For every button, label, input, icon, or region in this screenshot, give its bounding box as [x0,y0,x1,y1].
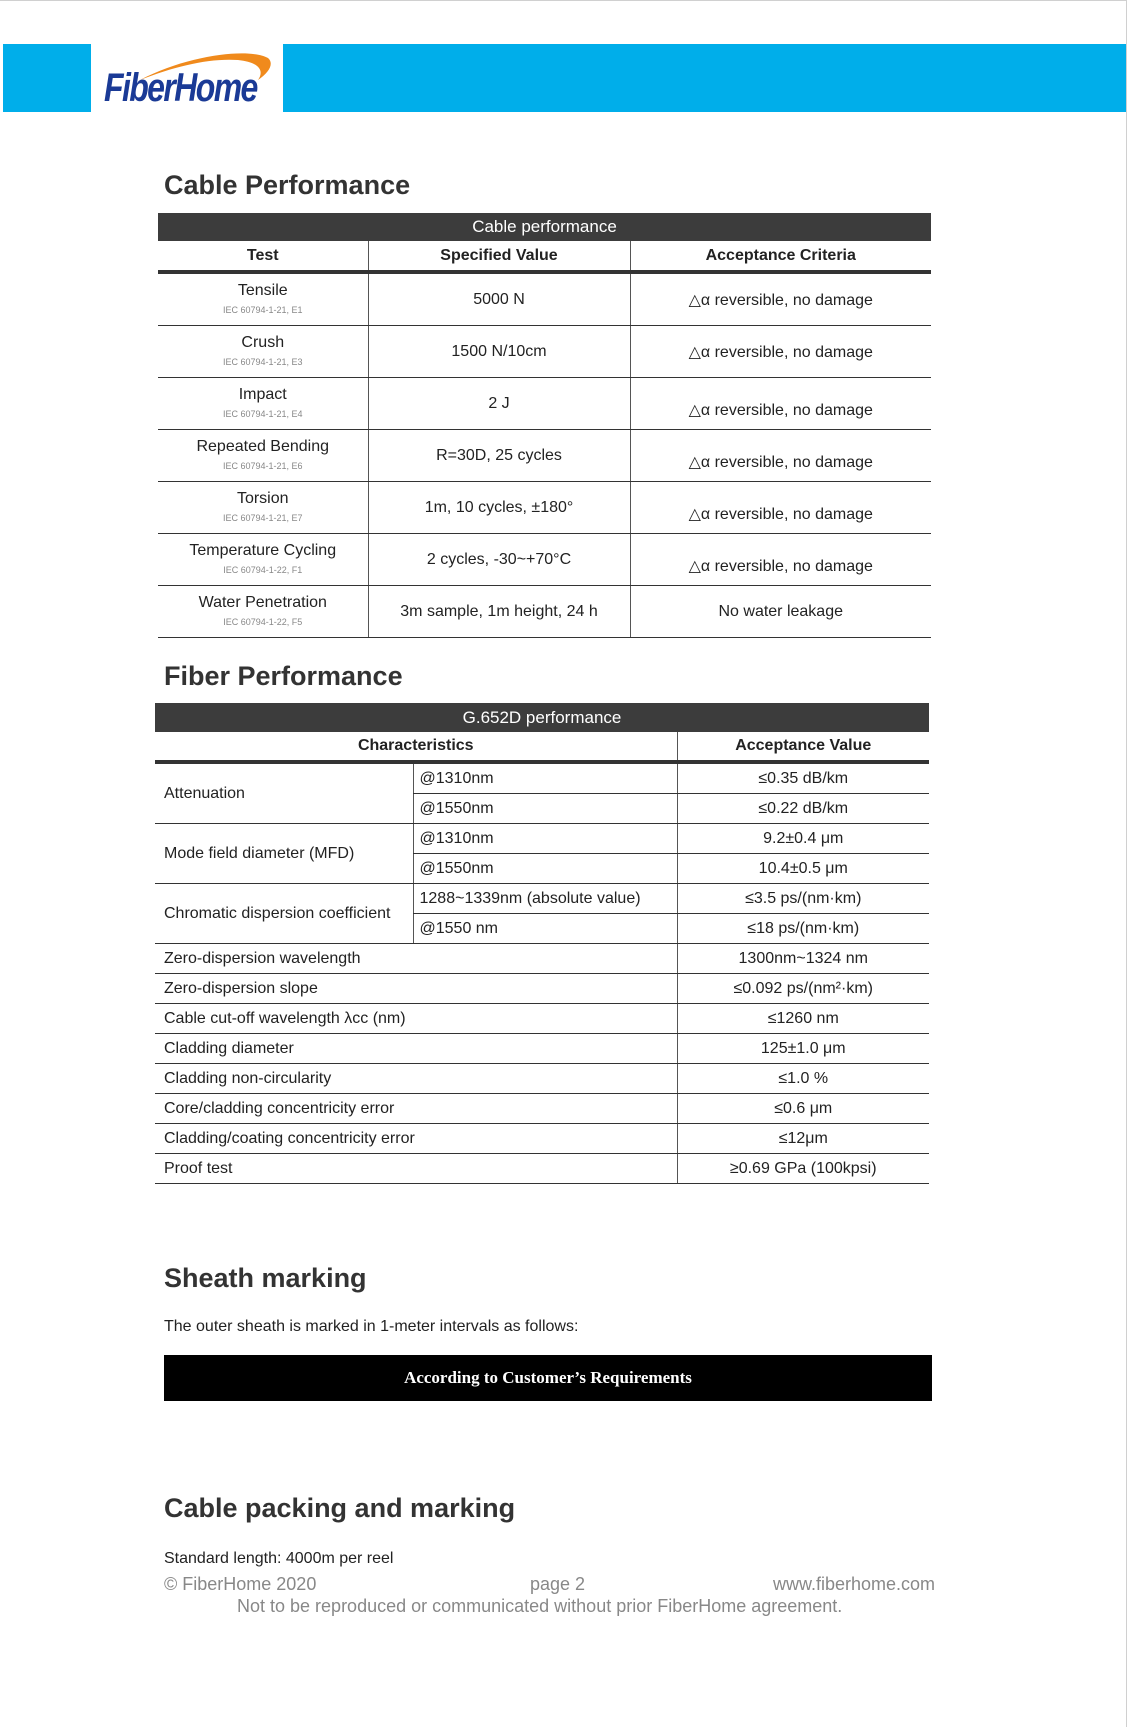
acceptance-value: ≤0.22 dB/km [677,794,929,824]
header-banner-right [283,44,1126,112]
acceptance-value: 1300nm~1324 nm [677,944,929,974]
footer-notice: Not to be reproduced or communicated without prior FiberHome agreement. [237,1596,843,1616]
column-header: Acceptance Value [677,732,929,762]
condition-cell: @1310nm [413,762,677,794]
specified-value: 5000 N [368,272,630,326]
footer-page-number: page 2 [530,1574,586,1594]
footer-copyright: © FiberHome 2020 [164,1574,317,1594]
table-row [158,482,931,534]
acceptance-value: ≤3.5 ps/(nm·km) [677,884,929,914]
table-caption: G.652D performance [155,703,929,732]
test-name: Repeated Bending [196,438,330,455]
test-name: Tensile [237,282,288,299]
acceptance-criteria: △α reversible, no damage [630,534,931,586]
test-name: Water Penetration [198,594,327,611]
condition-cell: 1288~1339nm (absolute value) [413,884,677,914]
acceptance-value: ≤0.6 μm [677,1094,929,1124]
characteristic-label: Chromatic dispersion coefficient [155,884,413,944]
condition-cell: @1550nm [413,854,677,884]
characteristic-label: Zero-dispersion wavelength [155,944,677,974]
condition-cell: @1310nm [413,824,677,854]
test-cell [158,430,368,482]
fiber-performance-table [155,703,929,1184]
test-standard: IEC 60794-1-22, F5 [223,617,303,627]
test-standard: IEC 60794-1-21, E7 [222,513,303,523]
characteristic-label: Mode field diameter (MFD) [155,824,413,884]
header-banner-left [3,44,91,112]
table-row [158,430,931,482]
test-name: Crush [241,334,285,351]
test-cell [158,326,368,378]
table-caption: Cable performance [158,213,931,241]
acceptance-criteria: △α reversible, no damage [630,378,931,430]
column-header: Characteristics [155,732,677,762]
top-border [0,0,1127,1]
test-standard: IEC 60794-1-21, E6 [222,461,303,471]
acceptance-value: ≤0.35 dB/km [677,762,929,794]
acceptance-value: 10.4±0.5 μm [677,854,929,884]
section-title-cable-performance: Cable Performance [164,170,411,200]
condition-cell: @1550 nm [413,914,677,944]
characteristic-label: Core/cladding concentricity error [155,1094,677,1124]
test-cell [158,534,368,586]
test-standard: IEC 60794-1-21, E4 [222,409,303,419]
table-row [155,1154,929,1184]
table-row [155,974,929,1004]
section-title-fiber-performance: Fiber Performance [164,661,403,691]
table-row [155,762,929,794]
section-title-sheath-marking: Sheath marking [164,1263,367,1293]
section-title-packing: Cable packing and marking [164,1493,516,1523]
test-standard: IEC 60794-1-21, E3 [222,357,303,367]
test-cell [158,482,368,534]
characteristic-label: Attenuation [155,762,413,824]
specified-value: 1500 N/10cm [368,326,630,378]
table-row [155,884,929,914]
acceptance-criteria: △α reversible, no damage [630,326,931,378]
specified-value: 2 cycles, -30~+70°C [368,534,630,586]
acceptance-value: ≤18 ps/(nm·km) [677,914,929,944]
table-row [158,326,931,378]
acceptance-value: ≤12μm [677,1124,929,1154]
test-standard: IEC 60794-1-21, E1 [222,305,303,315]
test-name: Impact [238,386,287,403]
acceptance-criteria: No water leakage [630,586,931,638]
table-row [155,1094,929,1124]
packing-description: Standard length: 4000m per reel [164,1550,394,1567]
test-cell [158,272,368,326]
condition-cell: @1550nm [413,794,677,824]
table-row [155,1124,929,1154]
sheath-marking-box: According to Customer’s Requirements [164,1355,932,1401]
table-row [158,586,931,638]
table-row [155,824,929,854]
specified-value: 1m, 10 cycles, ±180° [368,482,630,534]
characteristic-label: Proof test [155,1154,677,1184]
table-row [155,944,929,974]
table-row [155,1034,929,1064]
acceptance-value: ≤0.092 ps/(nm²·km) [677,974,929,1004]
test-cell [158,378,368,430]
logo-text: FiberHome [104,66,257,110]
column-header: Test [158,241,368,272]
specified-value: R=30D, 25 cycles [368,430,630,482]
specified-value: 2 J [368,378,630,430]
characteristic-label: Zero-dispersion slope [155,974,677,1004]
fiberhome-logo [100,50,275,112]
acceptance-value: ≥0.69 GPa (100kpsi) [677,1154,929,1184]
table-row [155,1064,929,1094]
cable-performance-table [158,213,931,638]
table-row [158,272,931,326]
characteristic-label: Cable cut-off wavelength λcc (nm) [155,1004,677,1034]
characteristic-label: Cladding/coating concentricity error [155,1124,677,1154]
test-name: Temperature Cycling [189,542,337,559]
acceptance-criteria: △α reversible, no damage [630,482,931,534]
acceptance-value: ≤1.0 % [677,1064,929,1094]
table-row [155,1004,929,1034]
acceptance-criteria: △α reversible, no damage [630,272,931,326]
table-row [158,534,931,586]
table-row [158,378,931,430]
column-header: Acceptance Criteria [630,241,931,272]
test-cell [158,586,368,638]
column-header: Specified Value [368,241,630,272]
footer-website: www.fiberhome.com [773,1574,936,1594]
acceptance-value: ≤1260 nm [677,1004,929,1034]
test-standard: IEC 60794-1-22, F1 [223,565,303,575]
sheath-description: The outer sheath is marked in 1-meter intervals as follows: [164,1318,579,1335]
acceptance-value: 9.2±0.4 μm [677,824,929,854]
specified-value: 3m sample, 1m height, 24 h [368,586,630,638]
acceptance-criteria: △α reversible, no damage [630,430,931,482]
acceptance-value: 125±1.0 μm [677,1034,929,1064]
characteristic-label: Cladding non-circularity [155,1064,677,1094]
test-name: Torsion [236,490,289,507]
characteristic-label: Cladding diameter [155,1034,677,1064]
